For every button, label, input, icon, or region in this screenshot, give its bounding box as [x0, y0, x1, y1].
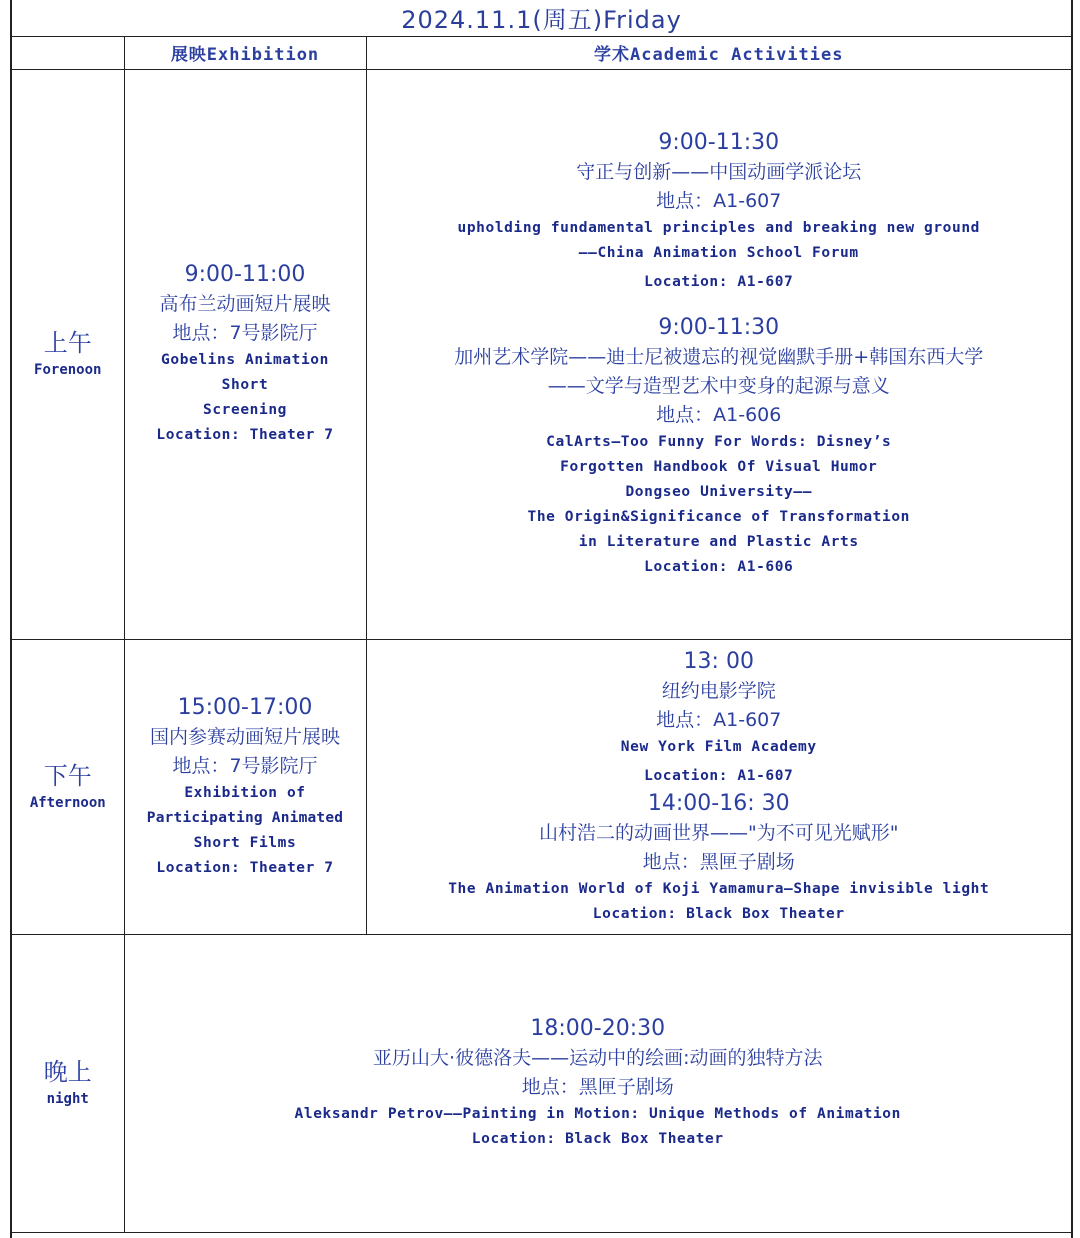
exhibition-title-zh: 国内参赛动画短片展映: [149, 725, 340, 748]
forenoon-exhibition-cell: [124, 69, 366, 639]
event-en-line: upholding fundamental principles and breaking new ground: [457, 220, 980, 236]
forenoon-label-zh: 上午: [43, 329, 92, 357]
night-row: [12, 934, 1071, 1232]
afternoon-label-en: Afternoon: [29, 794, 106, 811]
event-location-en: Location: A1-607: [644, 274, 794, 290]
night-period-cell: [12, 934, 124, 1232]
schedule-table: [12, 0, 1071, 1233]
event-location-en: Location: Black Box Theater: [592, 905, 845, 922]
academic-header: 学术Academic Activities: [594, 45, 844, 65]
exhibition-location-zh: 地点：7号影院厅: [172, 322, 318, 344]
exhibition-time: 9:00-11:00: [184, 262, 306, 287]
event-en-line: ——China Animation School Forum: [578, 245, 859, 261]
exhibition-en-line: Participating Animated: [146, 809, 344, 826]
event-en-line: CalArts—Too Funny For Words: Disney’s: [546, 434, 892, 450]
afternoon-period-cell: [12, 639, 124, 934]
forenoon-academic-cell: [366, 69, 1071, 639]
afternoon-exhibition-cell: [124, 639, 366, 934]
event-location-zh: 地点：A1-606: [656, 404, 782, 426]
night-label-en: night: [46, 1091, 89, 1107]
night-label-zh: 晚上: [43, 1058, 92, 1086]
event-title-zh: ——文学与造型艺术中变身的起源与意义: [547, 375, 890, 397]
event-en-line: Forgotten Handbook Of Visual Humor: [560, 459, 878, 475]
period-header-cell: [12, 36, 124, 69]
forenoon-period-cell: [12, 69, 124, 639]
event-title-zh: 亚历山大·彼德洛夫——运动中的绘画:动画的独特方法: [373, 1047, 823, 1069]
event-en-line: Aleksandr Petrov——Painting in Motion: Unique Methods of Animation: [294, 1106, 901, 1122]
exhibition-en-line: Screening: [203, 402, 287, 418]
forenoon-row: [12, 69, 1071, 639]
night-event-cell: [124, 934, 1071, 1232]
event-location-zh: 地点：黑匣子剧场: [521, 1076, 674, 1098]
event-location-zh: 地点：黑匣子剧场: [642, 850, 795, 873]
date-title: 2024.11.1(周五)Friday: [401, 6, 682, 35]
exhibition-en-line: Exhibition of: [184, 784, 306, 801]
exhibition-header: 展映Exhibition: [170, 45, 320, 65]
event-en-line: The Origin&Significance of Transformation: [527, 509, 911, 525]
exhibition-en-line: Gobelins Animation: [161, 352, 329, 368]
academic-header-cell: [366, 36, 1071, 69]
event-title-zh: 纽约电影学院: [661, 679, 776, 702]
exhibition-en-line: Short: [221, 377, 269, 393]
date-row: [12, 0, 1071, 36]
exhibition-en-line: Short Films: [193, 834, 297, 851]
event-time: 13: 00: [683, 648, 754, 674]
afternoon-row: [12, 639, 1071, 934]
event-time: 9:00-11:30: [658, 130, 780, 155]
event-location-zh: 地点：A1-607: [656, 708, 782, 731]
event-en-line: The Animation World of Koji Yamamura—Shape invisible light: [448, 880, 990, 897]
afternoon-academic-cell: [366, 639, 1071, 934]
exhibition-header-cell: [124, 36, 366, 69]
event-location-zh: 地点：A1-607: [656, 190, 782, 212]
event-location-en: Location: A1-607: [644, 767, 794, 784]
exhibition-location-zh: 地点：7号影院厅: [172, 754, 318, 777]
spacer: [367, 295, 1072, 313]
event-title-zh: 加州艺术学院——迪士尼被遗忘的视觉幽默手册+韩国东西大学: [454, 346, 984, 368]
event-title-zh: 守正与创新——中国动画学派论坛: [576, 161, 862, 183]
column-header-row: [12, 36, 1071, 69]
event-title-zh: 山村浩二的动画世界——"为不可见光赋形": [539, 821, 899, 844]
event-time: 18:00-20:30: [530, 1016, 666, 1041]
exhibition-location-en: Location: Theater 7: [156, 427, 334, 443]
event-time: 9:00-11:30: [658, 315, 780, 340]
date-cell: [12, 0, 1071, 36]
event-location-en: Location: A1-606: [644, 559, 794, 575]
exhibition-time: 15:00-17:00: [177, 694, 313, 720]
event-location-en: Location: Black Box Theater: [471, 1131, 724, 1147]
afternoon-label-zh: 下午: [43, 761, 92, 790]
event-en-line: in Literature and Plastic Arts: [578, 534, 859, 550]
schedule-sheet: [10, 0, 1073, 1238]
exhibition-location-en: Location: Theater 7: [156, 859, 334, 876]
event-time: 14:00-16: 30: [647, 790, 790, 816]
event-en-line: New York Film Academy: [620, 738, 817, 755]
exhibition-title-zh: 高布兰动画短片展映: [159, 293, 331, 315]
forenoon-label-en: Forenoon: [34, 362, 102, 378]
event-en-line: Dongseo University——: [625, 484, 813, 500]
